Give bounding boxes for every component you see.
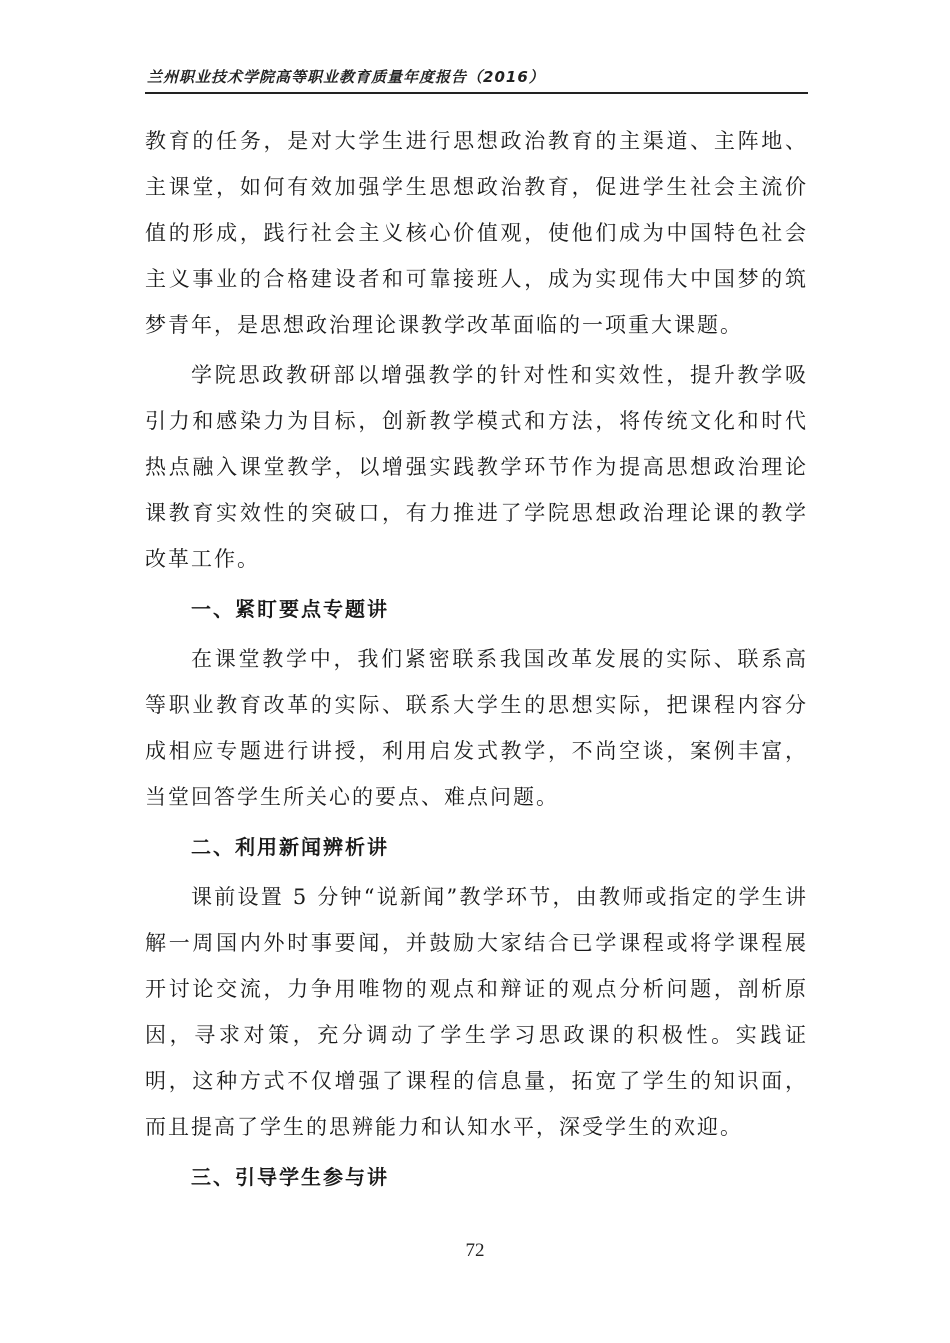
document-body (145, 118, 808, 1204)
section-heading-2: 二、利用新闻辨析讲 (191, 835, 389, 859)
paragraph-continuation: 教育的任务，是对大学生进行思想政治教育的主渠道、主阵地、主课堂，如何有效加强学生思想政治教育，促进学生社会主流价值的形成，践行社会主义核心价值观，使他们成为中国特色社会主义事业的合格建设者和可靠接班人，成为实现伟大中国梦的筑梦青年，是思想政治理论课教学改革面临的一项重大课题。 (145, 129, 808, 337)
paragraph-section-1: 在课堂教学中，我们紧密联系我国改革发展的实际、联系高等职业教育改革的实际、联系大学生的思想实际，把课程内容分成相应专题进行讲授，利用启发式教学，不尚空谈，案例丰富，当堂回答学生所关心的要点、难点问题。 (145, 647, 808, 809)
page-number: 72 (465, 1240, 485, 1261)
paragraph-section-2: 课前设置 5 分钟“说新闻”教学环节，由教师或指定的学生讲解一周国内外时事要闻，并鼓励大家结合已学课程或将学课程展开讨论交流，力争用唯物的观点和辩证的观点分析问题，剖析原因，寻求对策，充分调动了学生学习思政课的积极性。实践证明，这种方式不仅增强了课程的信息量，拓宽了学生的知识面，而且提高了学生的思辨能力和认知水平，深受学生的欢迎。 (145, 885, 808, 1139)
paragraph-intro: 学院思政教研部以增强教学的针对性和实效性，提升教学吸引力和感染力为目标，创新教学模式和方法，将传统文化和时代热点融入课堂教学，以增强实践教学环节作为提高思想政治理论课教育实效性的突破口，有力推进了学院思想政治理论课的教学改革工作。 (145, 363, 808, 571)
section-heading-1: 一、紧盯要点专题讲 (191, 597, 389, 621)
page-header (145, 62, 808, 94)
section-heading-3: 三、引导学生参与讲 (191, 1165, 389, 1189)
report-title: 兰州职业技术学院高等职业教育质量年度报告（2016） (147, 68, 545, 86)
